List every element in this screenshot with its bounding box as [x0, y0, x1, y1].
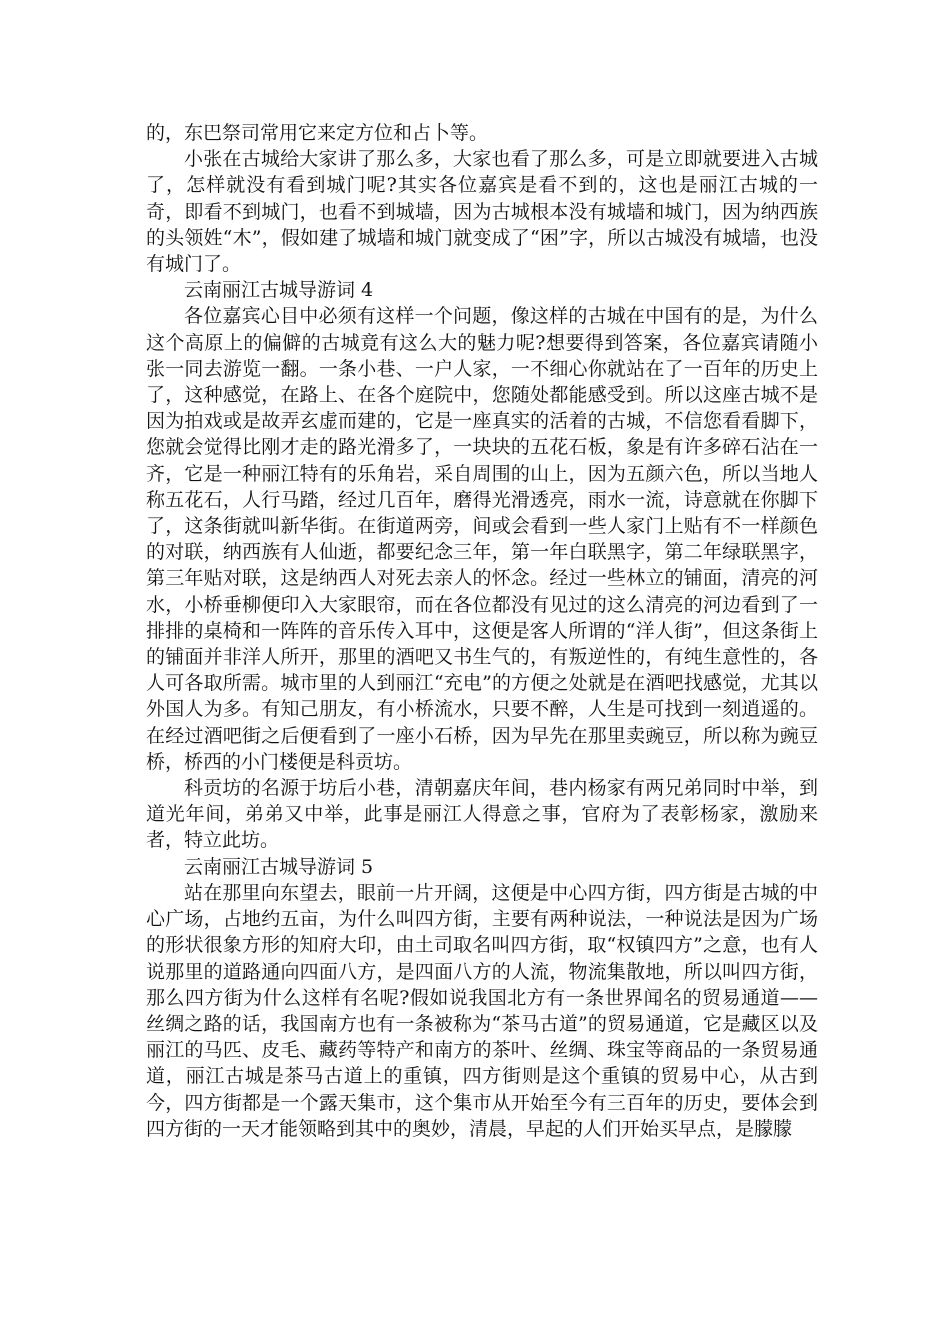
section-heading-4: 云南丽江古城导游词 4: [184, 279, 374, 302]
paragraph-sifang-street: 站在那里向东望去，眼前一片开阔，这便是中心四方街，四方街是古城的中心广场，占地约五亩，为什么叫四方街，主要有两种说法，一种说法是因为广场的形状很象方形的知府大印，由土司取名叫四方街，取“权镇四方”之意，也有人说那里的道路通向四面八方，是四面八方的人流，物流集散地，所以叫四方街，那么四方街为什么这样有名呢?假如说我国北方有一条世界闻名的贸易通道——丝绸之路的话，我国南方也有一条被称为“茶马古道”的贸易通道，它是藏区以及丽江的马匹、皮毛、藏药等特产和南方的茶叶、丝绸、珠宝等商品的一条贸易通道，丽江古城是茶马古道上的重镇，四方街则是这个重镇的贸易中心，从古到今，四方街都是一个露天集市，这个集市从开始至今有三百年的历史，要体会到四方街的一天才能领略到其中的奥妙，清晨，早起的人们开始买早点，是朦朦: [146, 881, 818, 1140]
section-heading-5: 云南丽江古城导游词 5: [184, 855, 374, 878]
document-page: [146, 120, 818, 1142]
paragraph-old-town-streets: 各位嘉宾心目中必须有这样一个问题，像这样的古城在中国有的是，为什么这个高原上的偏僻的古城竟有这么大的魅力呢?想要得到答案，各位嘉宾请随小张一同去游览一翻。一条小巷、一户人家，一不细心你就站在了一百年的历史上了，这种感觉，在路上、在各个庭院中，您随处都能感受到。所以这座古城不是因为拍戏或是故弄玄虚而建的，它是一座真实的活着的古城，不信您看看脚下，您就会觉得比刚才走的路光滑多了，一块块的五花石板，象是有许多碎石沾在一齐，它是一种丽江特有的乐角岩，采自周围的山上，因为五颜六色，所以当地人称五花石，人行马踏，经过几百年，磨得光滑透亮，雨水一流，诗意就在你脚下了，这条街就叫新华街。在街道两旁，间或会看到一些人家门上贴有不一样颜色的对联，纳西族有人仙逝，都要纪念三年，第一年白联黑字，第二年绿联黑字，第三年贴对联，这是纳西人对死去亲人的怀念。经过一些林立的铺面，清亮的河水，小桥垂柳便印入大家眼帘，而在各位都没有见过的这么清亮的河边看到了一排排的桌椅和一阵阵的音乐传入耳中，这便是客人所谓的“洋人街”，但这条街上的铺面并非洋人所开，那里的酒吧又书生气的，有叛逆性的，有纯生意性的，各人可各取所需。城市里的人到丽江“充电”的方便之处就是在酒吧找感觉，尤其以外国人为多。有知己朋友，有小桥流水，只要不醉，人生是可找到一刻逍遥的。在经过酒吧街之后便看到了一座小石桥，因为早先在那里卖豌豆，所以称为豌豆桥，桥西的小门楼便是科贡坊。: [146, 305, 818, 773]
paragraph-continued: 的，东巴祭司常用它来定方位和占卜等。: [146, 122, 489, 144]
paragraph-city-gate: 小张在古城给大家讲了那么多，大家也看了那么多，可是立即就要进入古城了，怎样就没有看到城门呢?其实各位嘉宾是看不到的，这也是丽江古城的一奇，即看不到城门，也看不到城墙，因为古城根本没有城墙和城门，因为纳西族的头领姓“木”，假如建了城墙和城门就变成了“困”字，所以古城没有城墙，也没有城门了。: [146, 148, 818, 276]
paragraph-kegong-fang: 科贡坊的名源于坊后小巷，清朝嘉庆年间，巷内杨家有两兄弟同时中举，到道光年间，弟弟又中举，此事是丽江人得意之事，官府为了表彰杨家，激励来者，特立此坊。: [146, 777, 818, 852]
